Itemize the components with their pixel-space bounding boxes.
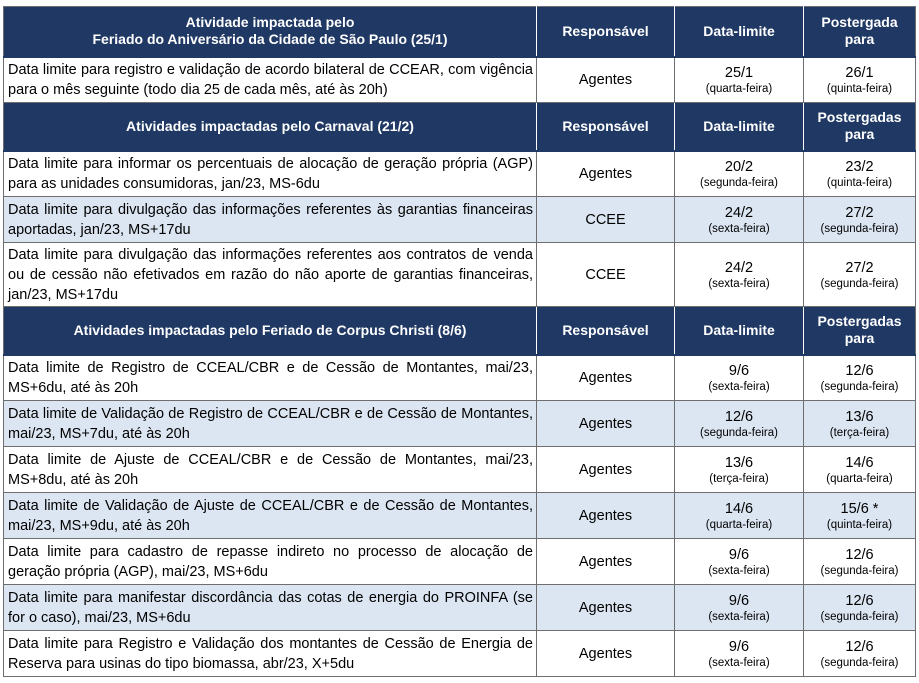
row-responsavel: Agentes (537, 493, 675, 539)
section1-header (4, 7, 916, 57)
row-postergada: 12/6 (segunda-feira) (804, 631, 916, 677)
row-responsavel: Agentes (537, 447, 675, 493)
section2-col-data-limite: Data-limite (675, 103, 804, 151)
row-postergada: 27/2 (segunda-feira) (804, 197, 916, 243)
row-description: Data limite para cadastro de repasse indireto no processo de alocação de geração própria (AGP), mai/23, MS+6du (4, 539, 537, 585)
row-description: Data limite de Validação de Registro de CCEAL/CBR e de Cessão de Montantes, mai/23, MS+7du, até às 20h (4, 401, 537, 447)
row-description: Data limite para manifestar discordância das cotas de energia do PROINFA (se for o caso), mai/23, MS+6du (4, 585, 537, 631)
row-data-limite: 9/6 (sexta-feira) (675, 585, 804, 631)
section3-col-postergadas: Postergadas para (804, 307, 916, 355)
row-data-limite: 25/1 (quarta-feira) (675, 57, 804, 103)
row-responsavel: Agentes (537, 355, 675, 401)
section3-col-responsavel: Responsável (537, 307, 675, 355)
row-data-limite: 24/2 (sexta-feira) (675, 197, 804, 243)
row-responsavel: CCEE (537, 243, 675, 307)
row-postergada: 27/2 (segunda-feira) (804, 243, 916, 307)
row-postergada: 23/2 (quinta-feira) (804, 151, 916, 197)
row-responsavel: Agentes (537, 631, 675, 677)
section1-col-data-limite: Data-limite (675, 7, 804, 57)
row-description: Data limite de Ajuste de CCEAL/CBR e de Cessão de Montantes, mai/23, MS+8du, até às 20h (4, 447, 537, 493)
row-responsavel: Agentes (537, 151, 675, 197)
row-data-limite: 24/2 (sexta-feira) (675, 243, 804, 307)
row-data-limite: 9/6 (sexta-feira) (675, 631, 804, 677)
row-postergada: 13/6 (terça-feira) (804, 401, 916, 447)
row-responsavel: Agentes (537, 539, 675, 585)
section3-col-data-limite: Data-limite (675, 307, 804, 355)
table-row (4, 197, 916, 243)
row-postergada: 15/6 * (quinta-feira) (804, 493, 916, 539)
row-responsavel: Agentes (537, 401, 675, 447)
section3-title: Atividades impactadas pelo Feriado de Corpus Christi (8/6) (4, 307, 537, 355)
section3-header (4, 307, 916, 355)
section2-title: Atividades impactadas pelo Carnaval (21/2) (4, 103, 537, 151)
row-postergada: 12/6 (segunda-feira) (804, 355, 916, 401)
row-data-limite: 20/2 (segunda-feira) (675, 151, 804, 197)
row-description: Data limite para registro e validação de acordo bilateral de CCEAR, com vigência para o mês seguinte (todo dia 25 de cada mês, até às 20h) (4, 57, 537, 103)
row-postergada: 26/1 (quinta-feira) (804, 57, 916, 103)
section1-col-responsavel: Responsável (537, 7, 675, 57)
row-responsavel: CCEE (537, 197, 675, 243)
row-postergada: 12/6 (segunda-feira) (804, 585, 916, 631)
section1-title-line1: Atividade impactada pelo (185, 14, 355, 31)
table-row (4, 631, 916, 677)
row-description: Data limite para informar os percentuais de alocação de geração própria (AGP) para as unidades consumidoras, jan/23, MS-6du (4, 151, 537, 197)
section1-title-line2: Feriado do Aniversário da Cidade de São Paulo (25/1) (92, 31, 448, 48)
row-data-limite: 9/6 (sexta-feira) (675, 539, 804, 585)
row-postergada: 12/6 (segunda-feira) (804, 539, 916, 585)
table-row (4, 243, 916, 307)
row-data-limite: 12/6 (segunda-feira) (675, 401, 804, 447)
row-responsavel: Agentes (537, 585, 675, 631)
row-data-limite: 13/6 (terça-feira) (675, 447, 804, 493)
row-description: Data limite para divulgação das informações referentes às garantias financeiras aportadas, jan/23, MS+17du (4, 197, 537, 243)
row-data-limite: 14/6 (quarta-feira) (675, 493, 804, 539)
section2-col-postergadas: Postergadas para (804, 103, 916, 151)
table-row (4, 447, 916, 493)
table-row (4, 493, 916, 539)
schedule-table-container (3, 6, 915, 677)
section1-col-postergada: Postergada para (804, 7, 916, 57)
table-row (4, 355, 916, 401)
row-description: Data limite de Validação de Ajuste de CCEAL/CBR e de Cessão de Montantes, mai/23, MS+9du, até às 20h (4, 493, 537, 539)
table-row (4, 151, 916, 197)
section2-header (4, 103, 916, 151)
table-row (4, 401, 916, 447)
schedule-table (3, 6, 916, 677)
row-description: Data limite de Registro de CCEAL/CBR e de Cessão de Montantes, mai/23, MS+6du, até às 20h (4, 355, 537, 401)
row-postergada: 14/6 (quarta-feira) (804, 447, 916, 493)
row-data-limite: 9/6 (sexta-feira) (675, 355, 804, 401)
table-row (4, 57, 916, 103)
section2-col-responsavel: Responsável (537, 103, 675, 151)
table-row (4, 539, 916, 585)
table-row (4, 585, 916, 631)
section1-title (4, 7, 537, 57)
row-description: Data limite para divulgação das informações referentes aos contratos de venda ou de cessão não efetivados em razão do não aporte de garantias financeiras, jan/23, MS+17du (4, 243, 537, 307)
row-description: Data limite para Registro e Validação dos montantes de Cessão de Energia de Reserva para usinas do tipo biomassa, abr/23, X+5du (4, 631, 537, 677)
row-responsavel: Agentes (537, 57, 675, 103)
